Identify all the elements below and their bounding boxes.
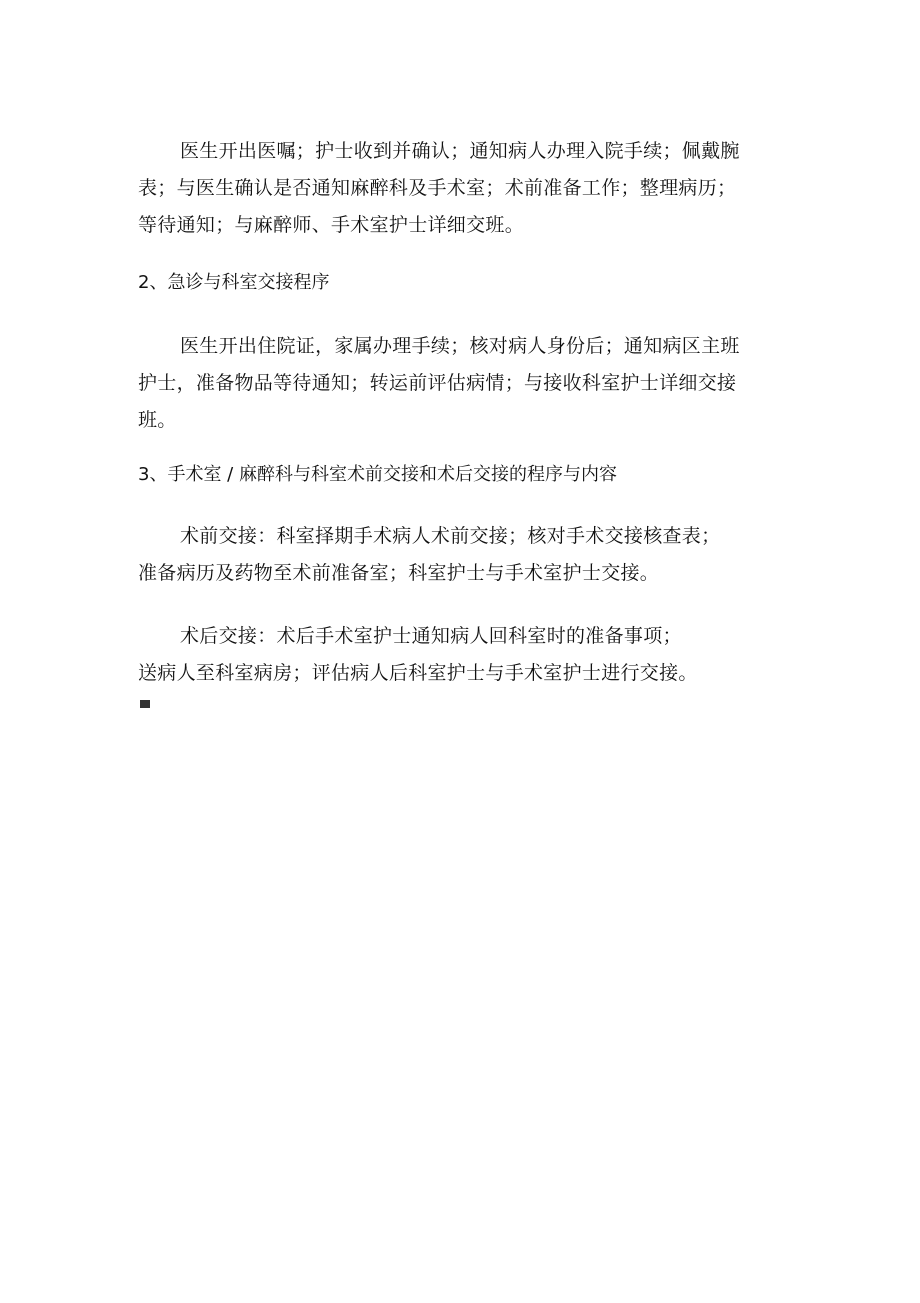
heading-emergency-handover: 2、急诊与科室交接程序 xyxy=(138,272,330,293)
preop-line-1: 术前交接：科室择期手术病人术前交接；核对手术交接核查表； xyxy=(180,525,721,547)
paragraph-postop-handover xyxy=(138,618,750,692)
paragraph-preop-handover xyxy=(138,518,750,592)
paragraph-emergency-handover: 医生开出住院证，家属办理手续；核对病人身份后；通知病区主班护士，准备物品等待通知；转运前评估病情；与接收科室护士详细交接班。 xyxy=(138,335,740,431)
paragraph-inpatient-procedure: 医生开出医嘱；护士收到并确认；通知病人办理入院手续；佩戴腕表；与医生确认是否通知麻醉科及手术室；术前准备工作；整理病历；等待通知；与麻醉师、手术室护士详细交班。 xyxy=(138,140,740,236)
postop-line-2: 送病人至科室病房；评估病人后科室护士与手术室护士进行交接。 xyxy=(138,662,698,684)
heading-surgery-handover: 3、手术室 / 麻醉科与科室术前交接和术后交接的程序与内容 xyxy=(138,464,617,485)
postop-line-1: 术后交接：术后手术室护士通知病人回科室时的准备事项； xyxy=(180,625,682,647)
preop-line-2: 准备病历及药物至术前准备室；科室护士与手术室护士交接。 xyxy=(138,562,660,584)
small-image-mark xyxy=(140,700,150,708)
